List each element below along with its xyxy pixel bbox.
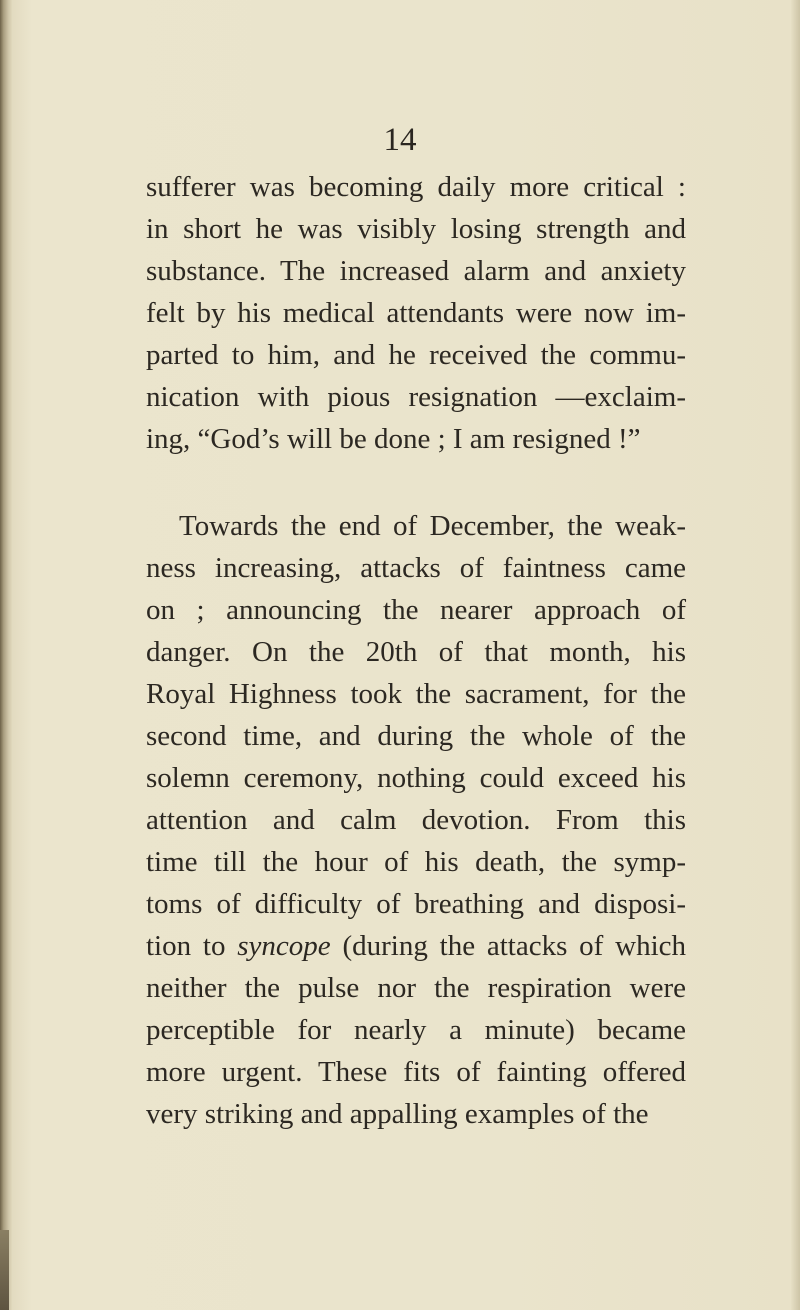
text-line: more urgent. These fits of fainting offered — [146, 1056, 686, 1088]
text-line: substance. The increased alarm and anxiety — [146, 255, 686, 287]
text-segment: (during the attacks of which — [330, 930, 686, 962]
text-segment: tion to — [146, 930, 238, 962]
text-line: parted to him, and he received the commu- — [146, 339, 686, 371]
text-line: Towards the end of December, the weak- — [179, 510, 686, 542]
text-line: second time, and during the whole of the — [146, 720, 686, 752]
text-line: attention and calm devotion. From this — [146, 804, 686, 836]
paragraph-break — [146, 460, 686, 505]
text-line: Royal Highness took the sacrament, for the — [146, 678, 686, 710]
body-text — [146, 166, 686, 1135]
text-line: nication with pious resignation —exclaim- — [146, 381, 686, 413]
page-right-edge — [791, 0, 800, 1310]
text-line: time till the hour of his death, the symp- — [146, 846, 686, 878]
text-line: toms of difficulty of breathing and disposi- — [146, 888, 686, 920]
text-line: danger. On the 20th of that month, his — [146, 636, 686, 668]
text-line: solemn ceremony, nothing could exceed his — [146, 762, 686, 794]
text-line: felt by his medical attendants were now im- — [146, 297, 686, 329]
text-line: on ; announcing the nearer approach of — [146, 594, 686, 626]
italic-term: syncope — [237, 930, 331, 962]
page-number: 14 — [383, 122, 417, 158]
page-left-edge — [0, 0, 12, 1310]
text-line: ing, “God’s will be done ; I am resigned !” — [146, 423, 641, 455]
text-line: very striking and appalling examples of the — [146, 1098, 649, 1130]
page-binding-shadow — [0, 1230, 9, 1310]
text-line: neither the pulse nor the respiration were — [146, 972, 686, 1004]
text-line: perceptible for nearly a minute) became — [146, 1014, 686, 1046]
text-line: sufferer was becoming daily more critical : — [146, 171, 686, 203]
text-line: in short he was visibly losing strength and — [146, 213, 686, 245]
text-line — [146, 925, 686, 967]
text-line: ness increasing, attacks of faintness came — [146, 552, 686, 584]
